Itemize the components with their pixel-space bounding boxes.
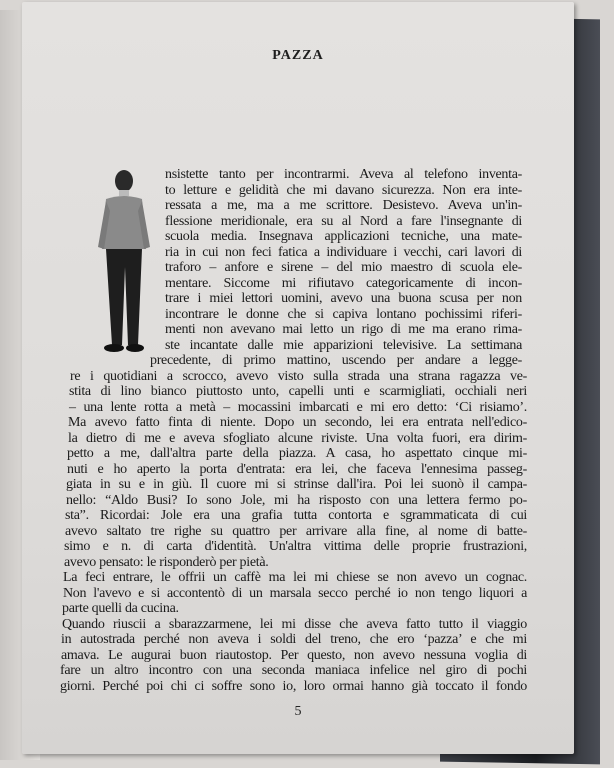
text-line [165, 229, 522, 244]
text-line-content: trare i miei lettori uomini, avevo una buona scusa per non [165, 291, 522, 306]
text-line-content: nuti e ho aperto la porta d'entrata: era lei, che faceva l'ennesima passeg- [67, 461, 527, 477]
text-line-content: petto a me, dall'altra parte della piazza. A casa, ho aspettato cinque mi- [67, 446, 527, 461]
text-line [165, 245, 522, 260]
text-line [165, 276, 522, 291]
text-line [165, 307, 522, 322]
text-line-content: Non l'avevo e si accontentò di un marsala secco perché io non tengo liquori a [63, 585, 527, 601]
text-line [64, 555, 527, 570]
text-line-content: traforo – anfore e sirene – del mio maestro di scuola ele- [165, 260, 522, 275]
text-line-content: to letture e gelidità che mi davano sicurezza. Non era inte- [165, 182, 522, 198]
text-line [66, 477, 527, 492]
text-line [165, 167, 522, 182]
text-line [63, 570, 527, 585]
text-line-content: avevo saltato tre righe su quattro per arrivare alla fine, al nome di batte- [65, 523, 527, 539]
text-line [70, 369, 527, 384]
text-line-content: flessione meridionale, era su al Nord a fare l'insegnante di [165, 213, 522, 229]
text-line-content: mentare. Siccome mi rifiutavo categoricamente di incon- [165, 275, 522, 291]
text-line-content: in autostrada perché non aveva i soldi del treno, che ero ‘pazza’ e che mi [61, 632, 527, 647]
text-line-content: re i quotidiani a scrocco, avevo visto sulla strada una strana ragazza ve- [70, 368, 527, 384]
text-line-content: stita di lino bianco piuttosto unto, capelli unti e scarmigliati, occhiali neri [69, 384, 527, 399]
text-line [66, 493, 527, 508]
text-line-content: Quando riuscii a sbarazzarmene, lei mi disse che aveva fatto tutto il viaggio [62, 616, 527, 632]
text-line [165, 183, 522, 198]
text-line-content: la dietro di me e aveva sfogliato alcune riviste. Una volta fuori, era dirim- [68, 430, 527, 446]
text-line [165, 338, 522, 353]
text-line-content: ria in cui non feci fatica a individuare i vecchi, cari lavori di [165, 244, 522, 260]
text-line-content: ressata a me, ma a me scrittore. Desistevo. Aveva un'in- [165, 198, 522, 213]
text-line [68, 431, 527, 446]
text-line [150, 353, 522, 368]
text-line-content: giorni. Perché poi chi ci soffre sono io, loro ormai hanno già toccato il fondo [60, 678, 527, 694]
text-line-content: Ma avevo fatto finta di niente. Dopo un secondo, lei era entrata nell'edico- [68, 415, 527, 430]
text-line [65, 524, 527, 539]
text-line-content: avevo pensato: le risponderò per pietà. [64, 554, 269, 570]
text-line [60, 679, 527, 694]
text-line [62, 617, 527, 632]
text-line [63, 586, 527, 601]
text-line-content: La feci entrare, le offrii un caffè ma lei mi chiese se non avevo un cognac. [63, 570, 527, 585]
text-line-content: – una lente rotta a metà – mocassini imbarcati e mi ero detto: ‘Ci risiamo’. [69, 399, 527, 415]
text-line-content: precedente, di primo mattino, uscendo per andare a legge- [150, 353, 522, 368]
text-line [67, 462, 527, 477]
text-line-content: parte quelli da cucina. [62, 601, 179, 616]
text-line [61, 648, 527, 663]
text-line [165, 322, 522, 337]
text-line [69, 384, 527, 399]
text-line-content: incontrare le donne che si capiva lontano pochissimi riferi- [165, 306, 522, 322]
text-line [165, 291, 522, 306]
text-line-content: sta”. Ricordai: Jole era una grafia tutta contorta e sgrammaticata di cui [65, 508, 527, 523]
text-line-content: menti non avevano mai letto un rigo di me ma erano rima- [165, 322, 522, 337]
text-line [60, 663, 527, 678]
text-line [67, 446, 527, 461]
text-line-content: fare un altro incontro con una seconda maniaca infelice nel giro di pochi [60, 663, 527, 678]
text-line [165, 198, 522, 213]
text-line-content: nsistette tanto per incontrarmi. Aveva al telefono inventa- [165, 167, 522, 182]
page-number: 5 [294, 704, 302, 719]
author-figure-illustration [90, 167, 160, 357]
text-line [65, 508, 527, 523]
text-line-content: simo e n. di carta d'identità. Un'altra vittima delle proprie frustrazioni, [64, 539, 527, 554]
book-page [22, 2, 574, 754]
text-line-content: amava. Le augurai buon riautostop. Per questo, non avevo nessuna voglia di [61, 647, 527, 663]
text-line [68, 415, 527, 430]
text-line [165, 214, 522, 229]
text-line-content: nello: “Aldo Busi? Io sono Jole, mi ha risposto con una lettera fermo po- [66, 492, 527, 508]
text-line-content: giata in su e in giù. Il cuore mi si strinse dall'ira. Poi lei suonò il campa- [66, 477, 527, 492]
text-line [61, 632, 527, 647]
text-line-content: scuola media. Insegnava applicazioni tecniche, una mate- [165, 229, 522, 244]
running-header: PAZZA [272, 48, 324, 63]
text-line [69, 400, 527, 415]
text-line [165, 260, 522, 275]
text-line-content: ste incantate dalle mie apparizioni televisive. La settimana [165, 337, 522, 353]
text-line [62, 601, 527, 616]
text-line [64, 539, 527, 554]
